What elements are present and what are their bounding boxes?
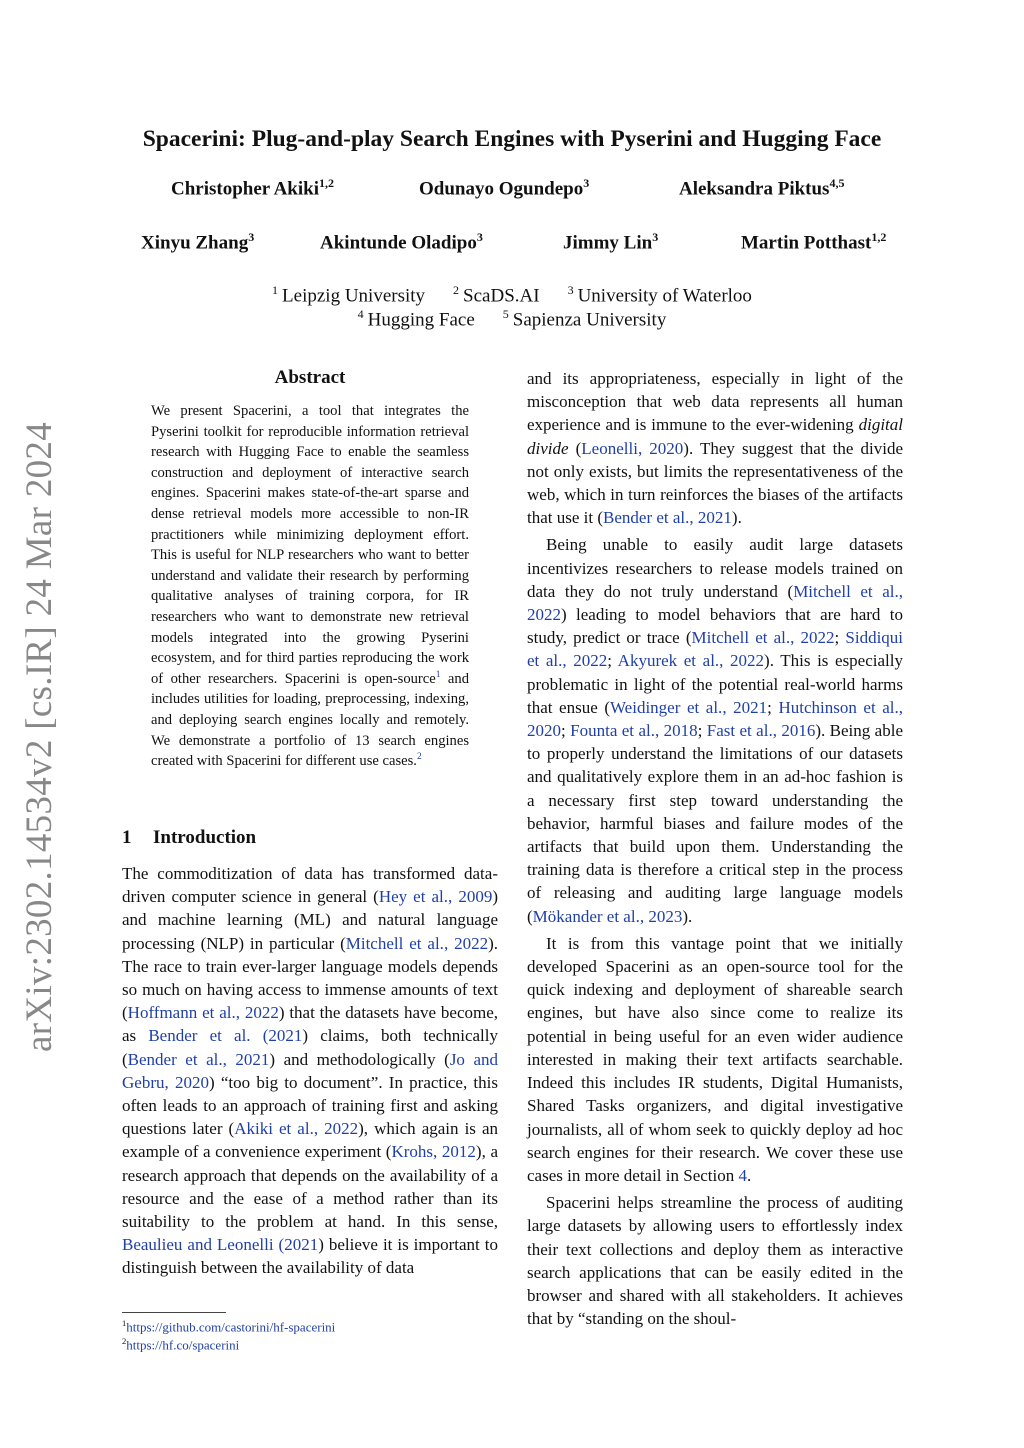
body-text: ). xyxy=(682,906,693,926)
footnote-ref-2[interactable]: 2 xyxy=(416,752,422,763)
section-ref-link[interactable]: 4 xyxy=(738,1165,747,1185)
body-text: It is from this vantage point that we initially developed Spacerini as an open-source tool for the quick indexing and deployment of shareable search engines, but have also since come to realize its potential in being useful for an even wider audience interested in making their text artifacts searchable. Indeed this includes IR students, Digital Humanists, Shared Tasks organizers, and digital investigative journalists, all of whom seek to quickly deploy ad hoc search engines for their research. We cover these use cases in more detail in Section xyxy=(527,933,903,1185)
intro-paragraph xyxy=(122,862,498,1280)
body-text: Spacerini helps streamline the process of auditing large datasets by allowing users to effortlessly index their text collections and deploy them as interactive search applications that can be easily edited in the browser and shared with all stakeholders. It achieves that by “standing on the shoul- xyxy=(527,1193,903,1329)
body-text: ). The race to train ever-larger language models depends so much on having access to immense amounts of text ( xyxy=(122,933,499,1023)
footnote-number: 2 xyxy=(122,1336,127,1346)
author-affil-sup: 3 xyxy=(652,230,659,244)
citation-link[interactable]: Mökander et al., 2023 xyxy=(532,906,683,926)
author-name: Akintunde Oladipo xyxy=(320,232,477,254)
body-text: ) claims, both technically ( xyxy=(122,1026,498,1069)
affil-sup: 4 xyxy=(357,307,364,321)
author-affil-sup: 1,2 xyxy=(319,176,334,190)
left-column xyxy=(122,862,498,1280)
citation-link[interactable]: Hey et al., 2009 xyxy=(378,887,493,907)
citation-link[interactable]: Krohs, 2012 xyxy=(391,1142,476,1162)
citation-link[interactable]: Mitchell et al., 2022 xyxy=(345,933,489,953)
body-text: ) and methodologically ( xyxy=(269,1049,450,1069)
citation-link[interactable]: Jo and Gebru, 2020 xyxy=(122,1049,498,1092)
citation-link[interactable]: Akiki et al., 2022 xyxy=(234,1119,359,1139)
citation-link[interactable]: Beaulieu and Leonelli (2021 xyxy=(122,1235,319,1255)
right-column xyxy=(527,367,903,1330)
body-text: ). Being able to properly understand the limitations of our datasets and qualitatively explore them in an ad-hoc fashion is a necessary first step toward understanding the behavior, harmful biases and failure modes of the artifacts that build upon them. Understanding the training data is therefore a critical step in the process of releasing and auditing large language models ( xyxy=(527,721,903,926)
citation-link[interactable]: Bender et al., 2021 xyxy=(603,508,732,528)
footnote-url-link[interactable]: https://github.com/castorini/hf-spacerini xyxy=(126,1319,336,1335)
affil-sup: 5 xyxy=(502,307,509,321)
footnote-rule xyxy=(122,1312,226,1313)
author-affil-sup: 4,5 xyxy=(829,176,845,190)
abstract-body xyxy=(151,401,469,772)
author-name: Xinyu Zhang xyxy=(141,232,249,254)
author-2 xyxy=(419,176,589,200)
body-text: ), which again is an example of a convenience experiment ( xyxy=(122,1119,499,1162)
emphasis-text: digital divide xyxy=(527,415,903,458)
abstract-heading: Abstract xyxy=(274,367,346,388)
affiliations-line-1 xyxy=(0,283,1024,307)
author-name: Aleksandra Piktus xyxy=(679,178,830,200)
author-affil-sup: 1,2 xyxy=(871,230,887,244)
author-name: Odunayo Ogundepo xyxy=(419,178,584,200)
citation-link[interactable]: Akyurek et al., 2022 xyxy=(617,651,765,671)
citation-link[interactable]: Mitchell et al., 2022 xyxy=(691,628,835,648)
footnote-2 xyxy=(122,1336,239,1353)
affil-sup: 1 xyxy=(272,283,279,297)
section-number: 1 xyxy=(122,827,132,848)
body-text: ) leading to model behaviors that are hard to study, predict or trace ( xyxy=(527,605,903,648)
author-5 xyxy=(320,230,483,254)
body-text: ), a research approach that depends on the availability of a resource and the ease of a method rather than its suitability to the problem at hand. In this sense, xyxy=(122,1142,498,1232)
body-text: ). This is especially problematic in light of the potential real-world harms that ensue ( xyxy=(527,651,903,717)
footnote-1 xyxy=(122,1318,335,1335)
citation-link[interactable]: Weidinger et al., 2021 xyxy=(610,697,768,717)
author-affil-sup: 3 xyxy=(476,230,483,244)
body-text: ) that the datasets have become, as xyxy=(122,1003,499,1046)
author-4 xyxy=(141,230,254,254)
footnote-url-link[interactable]: https://hf.co/spacerini xyxy=(126,1337,240,1353)
body-text: ) “too big to document”. In practice, this often leads to an approach of training first and asking questions later ( xyxy=(122,1072,498,1139)
body-text: ). xyxy=(731,508,742,528)
citation-link[interactable]: Hoffmann et al., 2022 xyxy=(127,1003,279,1023)
abstract-text: and includes utilities for loading, preprocessing, indexing, and deploying search engines locally and remotely. We demonstrate a portfolio of 13 search engines created with Spacerini for different use cases. xyxy=(151,670,469,770)
body-text: ) believe it is important to distinguish between the availability of data xyxy=(122,1235,498,1278)
section-heading xyxy=(122,827,256,849)
citation-link[interactable]: Bender et al., 2021 xyxy=(127,1049,270,1069)
author-name: Christopher Akiki xyxy=(171,178,319,200)
citation-link[interactable]: Mitchell et al., 2022 xyxy=(527,581,903,625)
body-text: The commoditization of data has transformed data-driven computer science in general ( xyxy=(122,864,498,907)
affiliation: University of Waterloo xyxy=(577,285,752,307)
citation-link[interactable]: Founta et al., 2018 xyxy=(570,721,698,741)
author-3 xyxy=(679,176,844,200)
author-1 xyxy=(171,176,334,200)
author-6 xyxy=(563,230,658,254)
body-text: and its appropriateness, especially in light of the misconception that web data represents all human experience and is immune to the ever-widening xyxy=(527,369,903,435)
body-paragraph: Being unable to easily audit large datasets incentivizes researchers to release models trained on data they do not truly understand (Mitchell et al., 2022) leading to model behaviors that are hard to study, predict or trace (Mitchell et al., 2022; Siddiqui et al., 2022; Akyurek et al., 2022). This is especially problematic in light of the potential real-world harms that ensue (Weidinger et al., 2021; Hutchinson et al., 2020; Founta et al., 2018; Fast et al., 2016). Being able to properly understand the limitations of our datasets and qualitatively explore them in an ad-hoc fashion is a necessary first step toward understanding the behavior, harmful biases and failure modes of the artifacts that build upon them. Understanding the training data is therefore a critical step in the process of releasing and auditing large language models (Mökander et al., 2023). xyxy=(527,535,904,926)
citation-link[interactable]: Siddiqui et al., 2022 xyxy=(527,628,904,671)
footnote-ref-1[interactable]: 1 xyxy=(435,669,441,680)
body-text: ) and machine learning (ML) and natural language processing (NLP) in particular ( xyxy=(122,887,499,953)
author-7 xyxy=(741,230,886,254)
arxiv-id: arXiv:2302.14534v2 [cs.IR] 24 Mar 2024 xyxy=(19,421,60,1052)
author-name: Jimmy Lin xyxy=(563,232,653,254)
citation-link[interactable]: Bender et al. (2021 xyxy=(148,1026,303,1046)
body-paragraph xyxy=(527,932,903,1187)
affil-sup: 3 xyxy=(567,283,574,297)
affil-sup: 2 xyxy=(453,283,460,297)
citation-link[interactable]: Leonelli, 2020 xyxy=(581,438,684,458)
affiliation: Leipzig University xyxy=(282,285,426,307)
abstract-text: We present Spacerini, a tool that integrates the Pyserini toolkit for reproducible information retrieval research with Hugging Face to enable the seamless construction and deployment of interactive search engines. Spacerini makes state-of-the-art sparse and dense retrieval models more accessible to non-IR practitioners while minimizing deployment effort. This is useful for NLP researchers who want to better understand and validate their research by performing qualitative analyses of training corpora, for IR researchers who want to demonstrate new retrieval models integrated into the growing Pyserini ecosystem, and for third parties reproducing the work of other researchers. Spacerini is open-source xyxy=(151,403,469,687)
section-title: Introduction xyxy=(153,827,257,848)
affiliation: Sapienza University xyxy=(512,309,667,331)
footnote-number: 1 xyxy=(122,1318,127,1328)
body-text: ). They suggest that the divide not only exists, but limits the representativeness of the web, which in turn reinforces the biases of the artifacts that use it ( xyxy=(527,438,903,528)
body-text: . xyxy=(747,1165,752,1185)
affiliation: ScaDS.AI xyxy=(463,285,540,307)
citation-link[interactable]: Hutchinson et al., 2020 xyxy=(527,697,903,741)
body-paragraph xyxy=(527,367,903,529)
author-name: Martin Potthast xyxy=(741,232,872,254)
body-paragraph xyxy=(527,1191,903,1330)
affiliations-line-2 xyxy=(0,307,1024,331)
body-text: Being unable to easily audit large datasets incentivizes researchers to release models trained on data they do not truly understand ( xyxy=(527,535,903,601)
body-text: ( xyxy=(568,438,582,458)
arxiv-watermark xyxy=(18,421,78,1052)
author-affil-sup: 3 xyxy=(248,230,255,244)
author-affil-sup: 3 xyxy=(583,176,590,190)
paper-title: Spacerini: Plug-and-play Search Engines with Pyserini and Hugging Face xyxy=(142,126,882,152)
citation-link[interactable]: Fast et al., 2016 xyxy=(706,721,816,741)
affiliation: Hugging Face xyxy=(367,309,475,331)
